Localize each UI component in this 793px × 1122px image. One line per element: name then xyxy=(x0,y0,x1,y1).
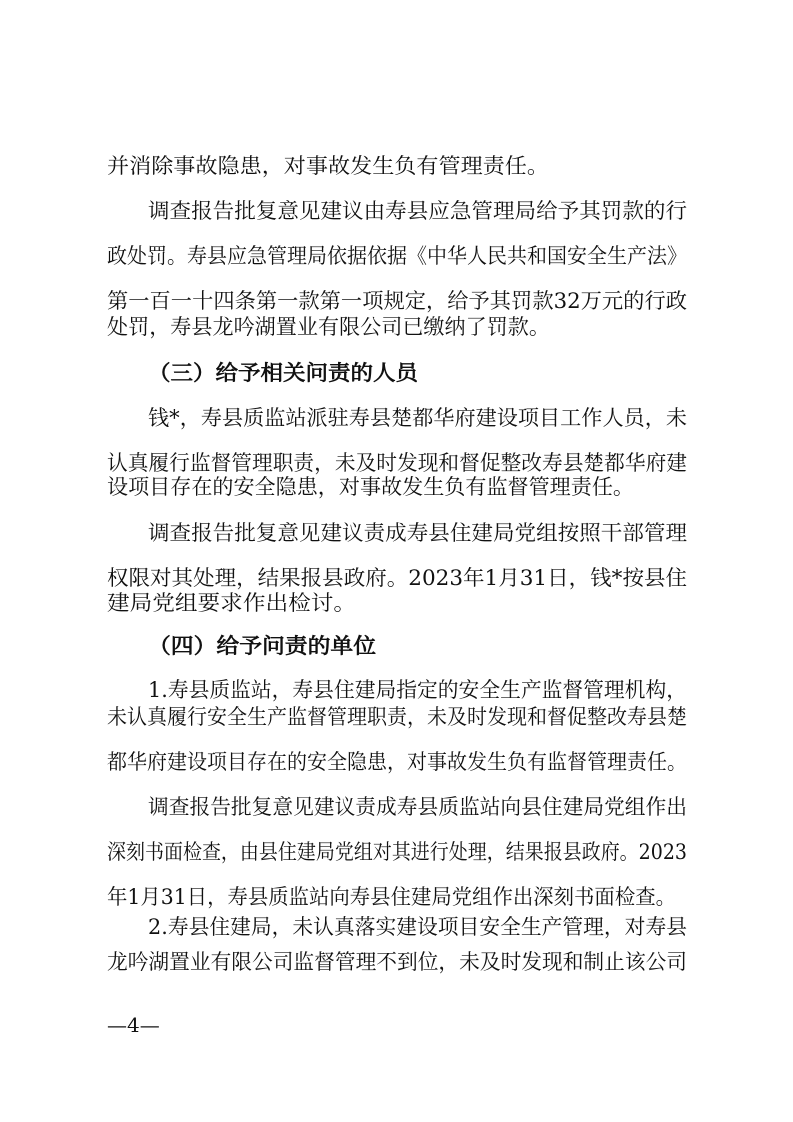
line-text: 认真履行监督管理职责，未及时发现和督促整改寿县楚都华府建 xyxy=(107,451,687,475)
paragraph-line xyxy=(0,236,793,276)
line-text: 年1月31日，寿县质监站向寿县住建局党组作出深刻书面检查。 xyxy=(107,885,676,909)
line-text: 权限对其处理，结果报县政府。2023年1月31日，钱*按县住 xyxy=(107,566,687,590)
line-text: 建局党组要求作出检讨。 xyxy=(107,591,356,615)
line-text: 调查报告批复意见建议责成寿县质监站向县住建局党组作出 xyxy=(148,795,687,819)
line-text: 并消除事故隐患，对事故发生负有管理责任。 xyxy=(107,154,549,178)
paragraph-line xyxy=(0,146,793,186)
paragraph-line xyxy=(0,942,793,982)
section-heading xyxy=(0,353,793,393)
line-text: 都华府建设项目存在的安全隐患，对事故发生负有监督管理责任。 xyxy=(107,750,687,774)
paragraph-line xyxy=(0,513,793,553)
line-text: 钱*，寿县质监站派驻寿县楚都华府建设项目工作人员，未 xyxy=(148,406,688,430)
line-text: 1.寿县质监站，寿县住建局指定的安全生产监督管理机构， xyxy=(148,678,687,702)
paragraph-line xyxy=(0,742,793,782)
line-text: 2.寿县住建局，未认真落实建设项目安全生产管理，对寿县 xyxy=(148,915,687,939)
paragraph-line xyxy=(0,832,793,872)
paragraph-line xyxy=(0,191,793,231)
line-text: 调查报告批复意见建议由寿县应急管理局给予其罚款的行 xyxy=(148,199,687,223)
line-text: 处罚，寿县龙吟湖置业有限公司已缴纳了罚款。 xyxy=(107,315,550,339)
page-number: —4— xyxy=(107,1013,160,1037)
heading-text: （三）给予相关问责的人员 xyxy=(148,360,418,385)
paragraph-line xyxy=(0,697,793,737)
line-text: 深刻书面检查，由县住建局党组对其进行处理，结果报县政府。2023 xyxy=(107,840,687,864)
line-text: 调查报告批复意见建议责成寿县住建局党组按照干部管理 xyxy=(148,521,687,545)
paragraph-line xyxy=(0,907,793,947)
paragraph-line xyxy=(0,787,793,827)
paragraph-line xyxy=(0,398,793,438)
line-text: 设项目存在的安全隐患，对事故发生负有监督管理责任。 xyxy=(107,475,634,499)
line-text: 政处罚。寿县应急管理局依据依据《中华人民共和国安全生产法》 xyxy=(107,244,687,268)
paragraph-line xyxy=(0,467,793,507)
heading-text: （四）给予问责的单位 xyxy=(148,633,376,658)
line-text: 第一百一十四条第一款第一项规定，给予其罚款32万元的行政 xyxy=(107,289,687,313)
line-text: 龙吟湖置业有限公司监督管理不到位，未及时发现和制止该公司 xyxy=(107,950,687,974)
paragraph-line xyxy=(0,583,793,623)
line-text: 未认真履行安全生产监督管理职责，未及时发现和督促整改寿县楚 xyxy=(107,705,687,729)
paragraph-line xyxy=(0,307,793,347)
section-heading xyxy=(0,626,793,666)
